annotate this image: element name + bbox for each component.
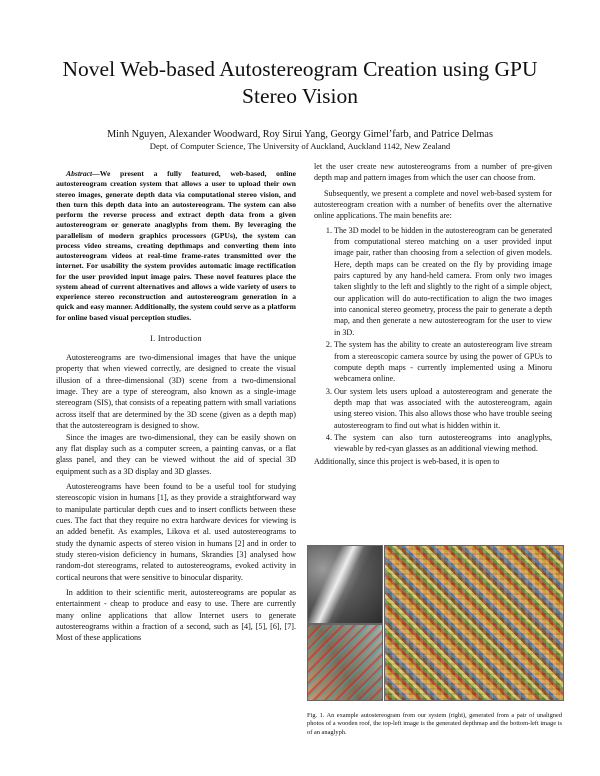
intro-paragraph: Autostereograms have been found to be a useful tool for studying stereoscopic vision in humans [1], as they provide a straightforward way to manipulate particular depth cues and to insert conflicts between these cues. The fact that they require no extra hardware devices for viewing is an added benefit. As examples, Likova et al. used autostereograms to study the dynamic aspects of stereo vision in humans [2] and in order to study stereo-vision deficiency in humans, Skrandies [3] analysed how random-dot stereograms, related to autostereograms, evoked activity in cortical neurons that were sensitive to binocular disparity.: [56, 481, 296, 582]
figure-caption: Fig. 1. An example autostereogram from our system (right), generated from a pair of unaligned photos of a wooden roof, the top-left image is the generated depthmap and the bottom-left image is of an anaglyph.: [307, 712, 562, 736]
depthmap-image: [307, 545, 383, 624]
intro-paragraph: In addition to their scientific merit, autostereograms are popular as entertainment - cheap to produce and easy to use. There are currently many online applications that allow Internet users to generate autostereograms within a fraction of a second, such as [4], [5], [6], [7]. Most of these applications: [56, 587, 296, 643]
abstract: [56, 169, 296, 323]
list-item: 2. The system has the ability to create an autostereogram live stream from a stereoscopic camera source by using the power of GPUs to compute depth maps - currently implemented using a Minoru webcamera online.: [334, 339, 552, 384]
abstract-lead: Abstract: [66, 169, 93, 178]
list-item: 3. Our system lets users upload a autostereogram and generate the depth map that was associated with the autostereogram, again using stereo vision. This also allows those who have trouble seeing autostereogram to find out what is hidden within it.: [334, 386, 552, 431]
body-paragraph: Additionally, since this project is web-based, it is open to: [314, 456, 500, 466]
body-paragraph: let the user create new autostereograms from a number of pre-given depth map and pattern images from which the user can choose from.: [314, 162, 552, 183]
intro-paragraph: Since the images are two-dimensional, they can be easily shown on any flat display such as a computer screen, a painting canvas, or a flat glass panel, and they can be viewed without the aid of special 3D equipment such as a 3D display and 3D glasses.: [56, 432, 296, 476]
list-item: 1. The 3D model to be hidden in the autostereogram can be generated from computational stereo matching on a user provided input image pair, rather than choosing from a selection of given models. Here, depth maps can be created on the fly by providing image pairs captured by any hand-held camera. From only two images taken slightly to the left and slightly to the right of a simple object, our application will do auto-rectification to align the two images into canonical stereo geometry, process the pair to generate a depth map, and then generate a new autostereogram for the user to view in 3D.: [334, 225, 552, 338]
autostereogram-image: [384, 545, 564, 701]
section-heading-introduction: I. Introduction: [150, 333, 202, 343]
right-column: [314, 161, 552, 467]
author-list: Minh Nguyen, Alexander Woodward, Roy Sirui Yang, Georgy Gimel’farb, and Patrice Delmas: [107, 129, 493, 140]
left-column: [56, 169, 296, 644]
intro-paragraph: Autostereograms are two-dimensional images that have the unique property that when viewed correctly, are designed to create the visual illusion of a three-dimensional (3D) scene from a two-dimensional image. They are a type of stereogram, also known as a single-image stereogram (SIS), that consists of a repeating pattern with small variations across itself that are determined by the 3D scene (given as a depth map) that the autostereogram is designed to show.: [56, 353, 296, 431]
benefits-list: [314, 225, 552, 455]
figure-1: [307, 545, 562, 707]
paper-title: Novel Web-based Autostereogram Creation using GPU Stereo Vision: [62, 57, 538, 108]
body-paragraph: Subsequently, we present a complete and novel web-based system for autostereogram creation with a number of benefits over the alternative online applications. The main benefits are:: [314, 188, 552, 221]
anaglyph-image: [307, 624, 383, 701]
affiliation: Dept. of Computer Science, The University of Auckland, Auckland 1142, New Zealand: [149, 141, 451, 151]
abstract-text: —We present a fully featured, web-based, online autostereogram creation system that allows a user to upload their own stereo images, generate depth data via computational stereo vision, and then turn this depth data into an autostereogram. The system can also perform the reverse process and extract depth data from a given autostereogram or generate anaglyphs from them. By leveraging the parallelism of modern graphics processors (GPUs), the system can process video streams, creating depthmaps and converting them into autostereogram videos at real-time frame-rates transmitted over the internet. For usability the system provides automatic image rectification for the user provided input image pairs. These novel features place the system ahead of current alternatives and allows a wide variety of users to experience stereo reconstruction and autostereogram generation in a quick and easy manner. Additionally, the system could serve as a platform for online based visual perception studies.: [56, 169, 296, 322]
list-item: 4. The system can also turn autostereograms into anaglyphs, viewable by red-cyan glasses as an additional viewing method.: [334, 432, 552, 455]
